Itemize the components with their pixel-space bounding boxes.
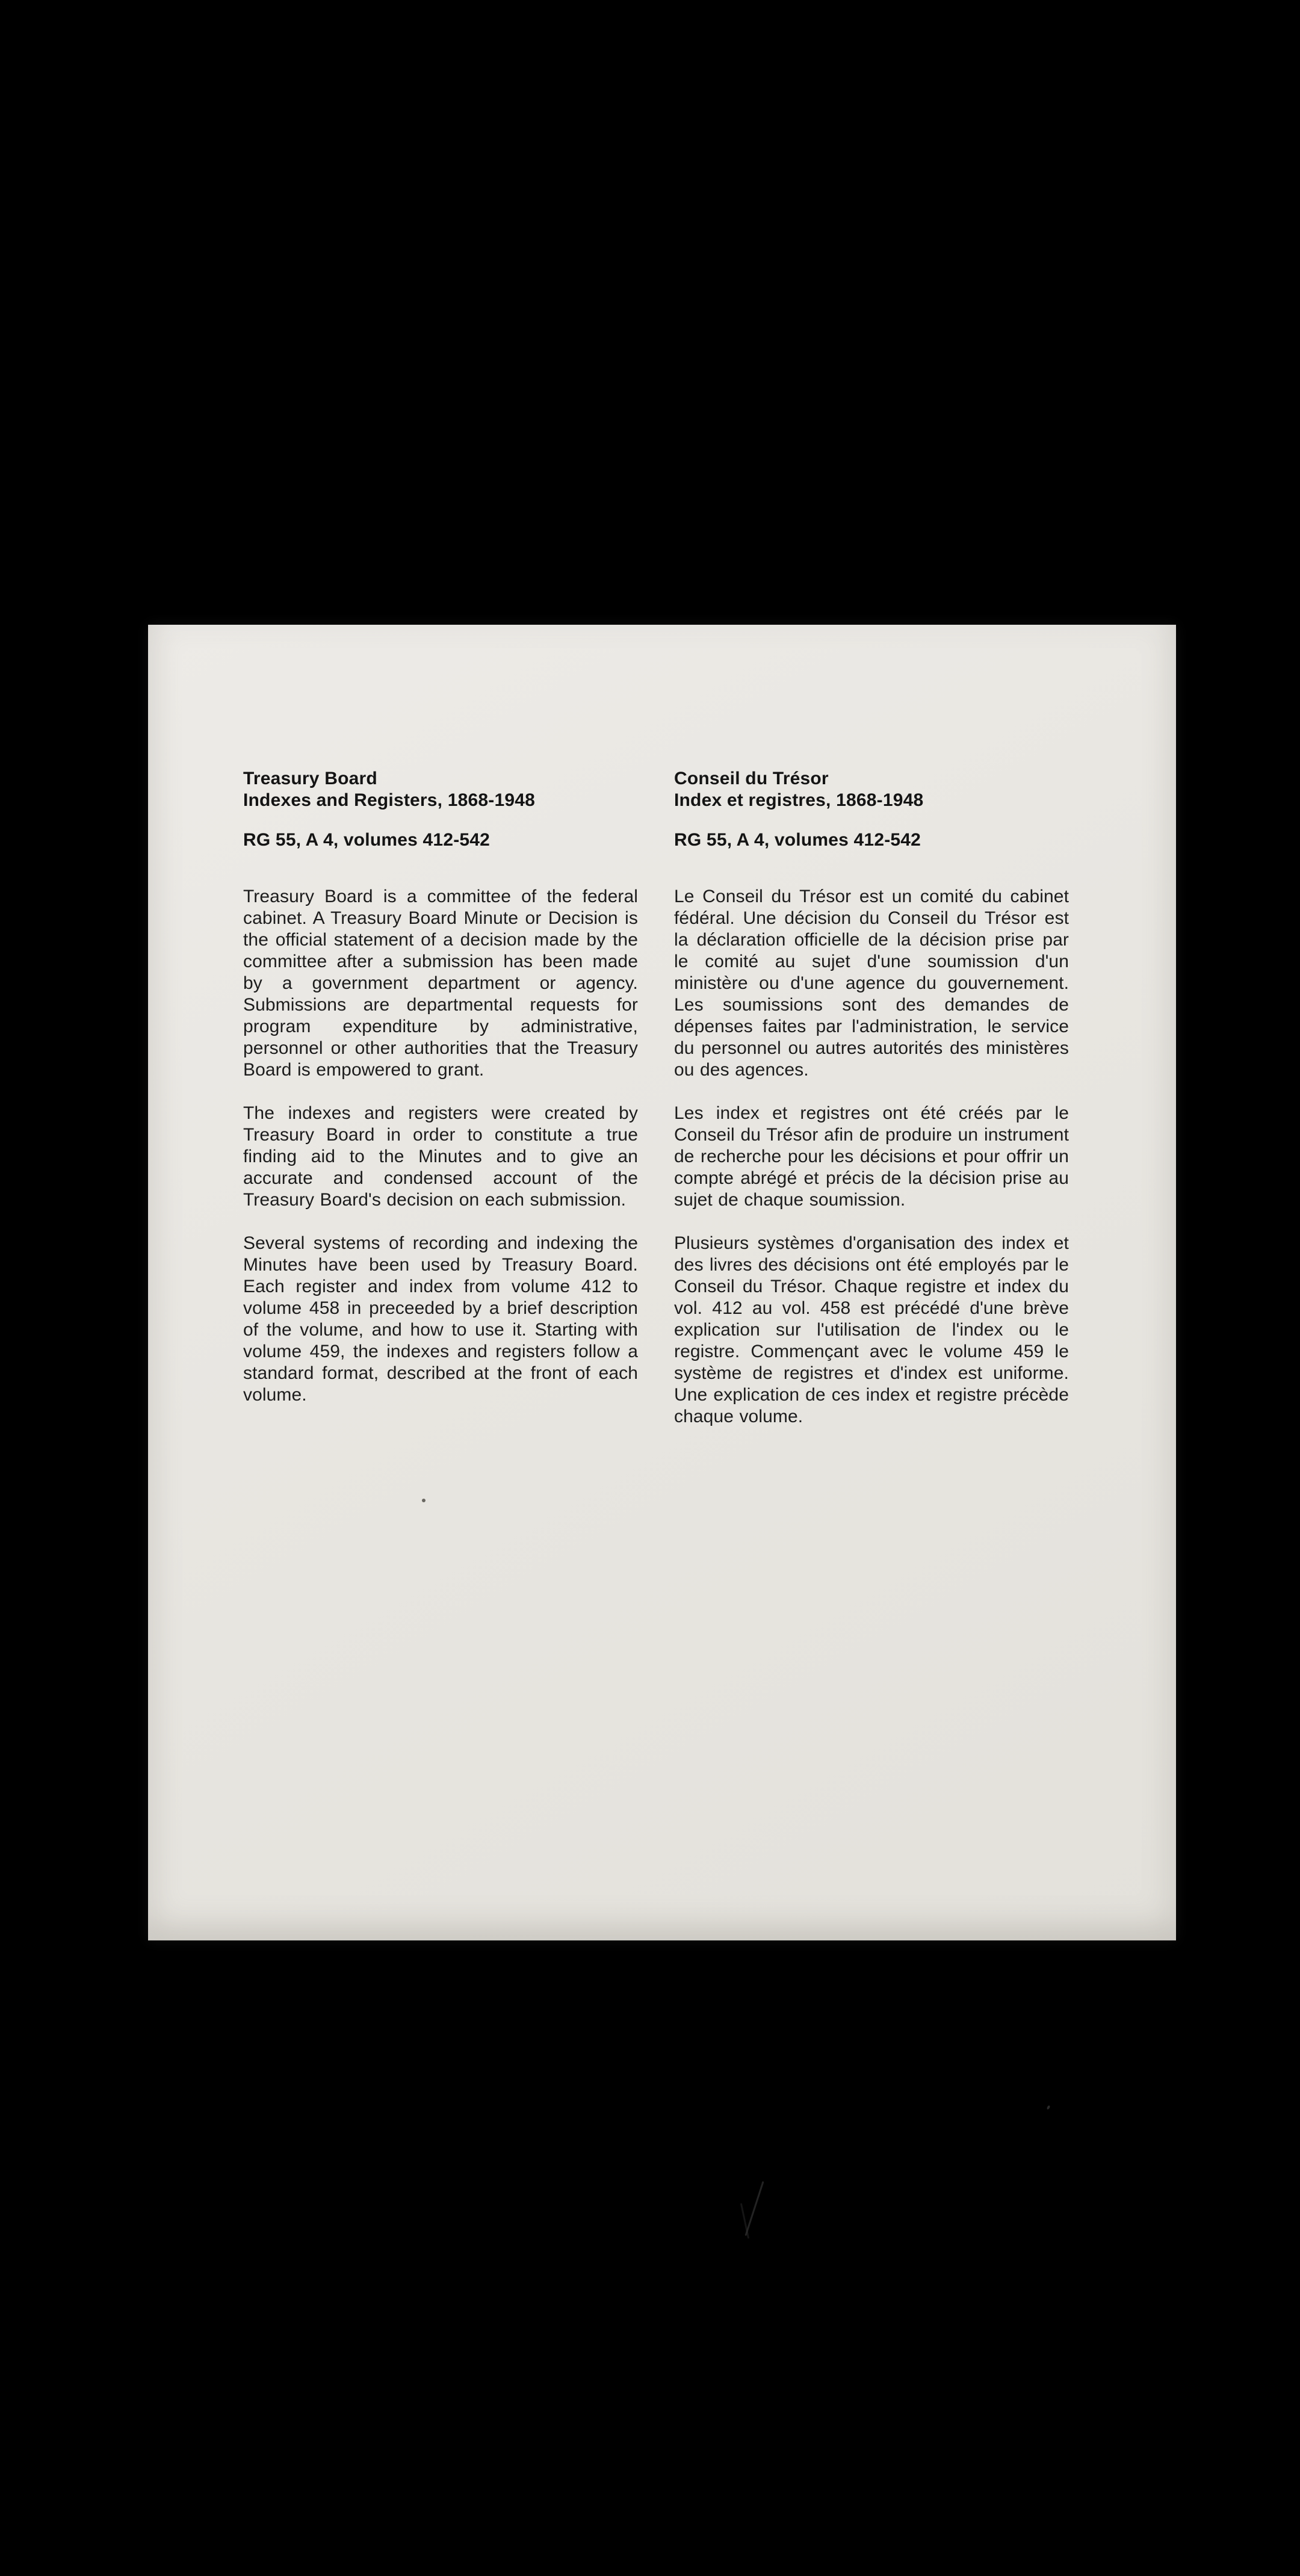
- french-paragraph-2: Les index et registres ont été créés par le Conseil du Trésor afin de produire un instrument de recherche pour les décisions et pour offrir un compte abrégé et précis de la décision prise au sujet de chaque soumission.: [674, 1103, 1069, 1210]
- english-title: Treasury Board: [243, 769, 377, 788]
- english-subtitle: Indexes and Registers, 1868-1948: [243, 790, 535, 810]
- english-paragraph-3: Several systems of recording and indexing the Minutes have been used by Treasury Board. Each register and index from volume 412 to volume 458 in preceeded by a brief description of the volume, and how to use it. Starting with volume 459, the indexes and registers follow a standard format, described at the front of each volume.: [243, 1233, 638, 1405]
- french-subtitle: Index et registres, 1868-1948: [674, 790, 924, 810]
- page-columns: [243, 768, 1069, 1428]
- page-content: [148, 625, 1176, 1428]
- english-body: [243, 886, 638, 1406]
- film-speck: [1047, 2105, 1051, 2110]
- document-page: [148, 625, 1176, 1940]
- english-paragraph-1: Treasury Board is a committee of the federal cabinet. A Treasury Board Minute or Decision is the official statement of a decision made by the committee after a submission has been made by a government department or agency. Submissions are departmental requests for program expenditure by administrative, personnel or other authorities that the Treasury Board is empowered to grant.: [243, 887, 638, 1080]
- french-reference: RG 55, A 4, volumes 412-542: [674, 830, 921, 850]
- french-paragraph-3: Plusieurs systèmes d'organisation des index et des livres des décisions ont été employés par le Conseil du Trésor. Chaque registre et index du vol. 412 au vol. 458 est précédé d'une brève explication sur l'utilisation de l'index ou le registre. Commençant avec le volume 459 le système de registres et d'index est uniforme. Une explication de ces index et registre précède chaque volume.: [674, 1233, 1069, 1426]
- french-body: [674, 886, 1069, 1428]
- column-english: [243, 768, 638, 1428]
- column-french: [674, 768, 1069, 1428]
- english-paragraph-2: The indexes and registers were created by Treasury Board in order to constitute a true finding aid to the Minutes and to give an accurate and condensed account of the Treasury Board's decision on each submission.: [243, 1103, 638, 1210]
- scan-speck: [422, 1499, 426, 1502]
- french-title: Conseil du Trésor: [674, 769, 829, 788]
- film-scratch: [744, 2181, 764, 2236]
- french-paragraph-1: Le Conseil du Trésor est un comité du cabinet fédéral. Une décision du Conseil du Trésor est la déclaration officielle de la décision prise par le comité au sujet d'une soumission d'un ministère ou d'une agence du gouvernement. Les soumissions sont des demandes de dépenses faites par l'administration, le service du personnel ou autres autorités des ministères ou des agences.: [674, 887, 1069, 1080]
- english-reference: RG 55, A 4, volumes 412-542: [243, 830, 491, 850]
